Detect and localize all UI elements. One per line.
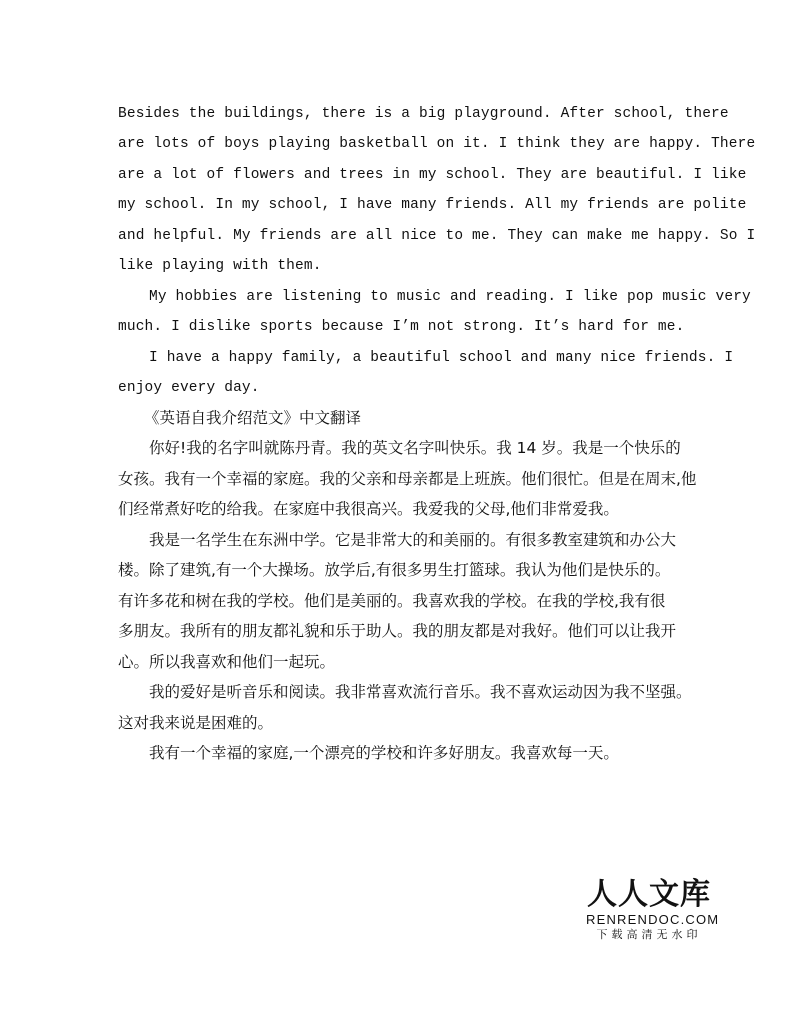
english-text-line: Besides the buildings, there is a big playground. After school, there [118,106,729,122]
translation-title: 《英语自我介绍范文》中文翻译 [144,409,362,427]
english-text-line: like playing with them. [118,258,322,274]
renrendoc-watermark-logo [586,877,720,948]
watermark-domain: RENRENDOC.COM [586,912,720,927]
watermark-subtitle: 下载高清无水印 [596,928,702,941]
english-text-line: and helpful. My friends are all nice to me. They can make me happy. So I [118,228,756,244]
english-text-line: I have a happy family, a beautiful school and many nice friends. I [149,350,734,366]
chinese-text-line: 我是一名学生在东洲中学。它是非常大的和美丽的。有很多教室建筑和办公大 [149,531,677,549]
chinese-text-line: 我的爱好是听音乐和阅读。我非常喜欢流行音乐。我不喜欢运动因为我不坚强。 [149,683,692,701]
chinese-text-line: 这对我来说是困难的。 [118,714,274,732]
english-text-line: much. I dislike sports because I’m not strong. It’s hard for me. [118,319,685,335]
english-text-line: My hobbies are listening to music and reading. I like pop music very [149,289,751,305]
chinese-text-line: 心。所以我喜欢和他们一起玩。 [118,653,336,671]
english-text-line: are lots of boys playing basketball on it. I think they are happy. There [118,136,756,152]
chinese-text-line: 你好!我的名字叫就陈丹青。我的英文名字叫快乐。我 14 岁。我是一个快乐的 [149,439,681,457]
english-text-line: enjoy every day. [118,380,260,396]
english-text-line: my school. In my school, I have many friends. All my friends are polite [118,197,747,213]
chinese-text-line: 有许多花和树在我的学校。他们是美丽的。我喜欢我的学校。在我的学校,我有很 [118,592,666,610]
watermark-title: 人人文库 [587,877,711,912]
english-text-line: are a lot of flowers and trees in my school. They are beautiful. I like [118,167,747,183]
chinese-text-line: 多朋友。我所有的朋友都礼貌和乐于助人。我的朋友都是对我好。他们可以让我开 [118,622,677,640]
chinese-text-line: 楼。除了建筑,有一个大操场。放学后,有很多男生打篮球。我认为他们是快乐的。 [118,561,671,579]
chinese-text-line: 们经常煮好吃的给我。在家庭中我很高兴。我爱我的父母,他们非常爱我。 [118,500,619,518]
chinese-text-line: 我有一个幸福的家庭,一个漂亮的学校和许多好朋友。我喜欢每一天。 [149,744,619,762]
chinese-text-line: 女孩。我有一个幸福的家庭。我的父亲和母亲都是上班族。他们很忙。但是在周末,他 [118,470,697,488]
